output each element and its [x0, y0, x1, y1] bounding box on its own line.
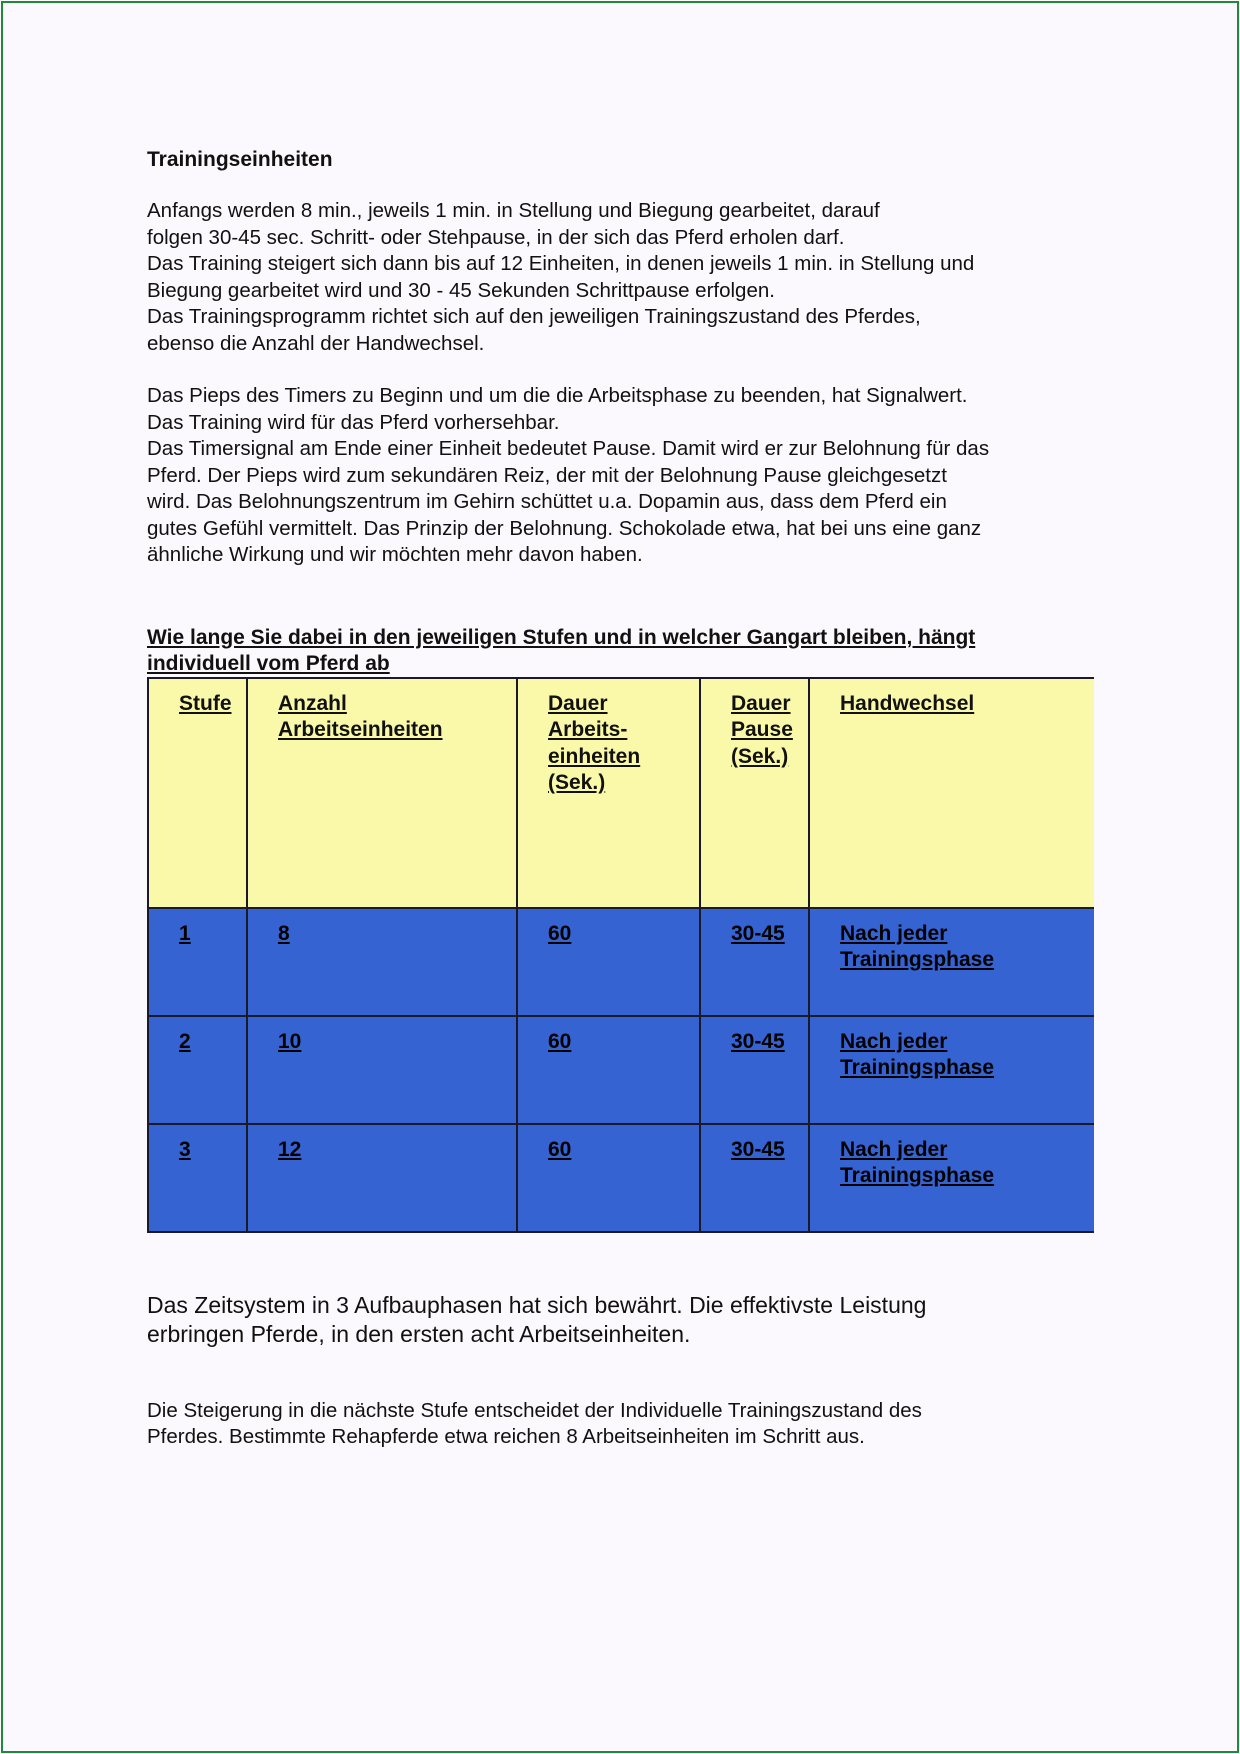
- cell-value: 1: [179, 921, 191, 945]
- cell-value: 60: [548, 1137, 572, 1161]
- table-cell: [247, 1124, 517, 1232]
- table-cell: [809, 1016, 1094, 1124]
- cell-value: 30-45: [731, 921, 785, 945]
- header-line: Arbeits-: [548, 718, 628, 741]
- closing-paragraph: [147, 1398, 1092, 1451]
- table-header-row: [148, 678, 1094, 908]
- cell-value: 30-45: [731, 1137, 785, 1161]
- table-cell: [517, 1124, 700, 1232]
- paragraph-signal: [147, 383, 1092, 569]
- table-cell: [700, 1124, 809, 1232]
- header-line: Pause: [731, 718, 793, 741]
- header-line: Handwechsel: [840, 691, 975, 715]
- table-row: [148, 1016, 1094, 1124]
- text-line: Das Zeitsystem in 3 Aufbauphasen hat sich bewährt. Die effektivste Leistung: [147, 1291, 927, 1318]
- table-cell: [517, 1016, 700, 1124]
- text-line: erbringen Pferde, in den ersten acht Arbeitseinheiten.: [147, 1320, 691, 1347]
- paragraph-intro: [147, 198, 1092, 357]
- text-line: gutes Gefühl vermittelt. Das Prinzip der Belohnung. Schokolade etwa, hat bei uns eine ganz: [147, 516, 982, 540]
- text-line: wird. Das Belohnungszentrum im Gehirn schüttet u.a. Dopamin aus, dass dem Pferd ein: [147, 490, 947, 513]
- table-header-cell: [809, 678, 1094, 908]
- table-cell: [700, 908, 809, 1016]
- cell-value: 60: [548, 1029, 572, 1053]
- header-line: Arbeitseinheiten: [278, 718, 443, 741]
- table-cell: [247, 908, 517, 1016]
- text-line: Das Trainingsprogramm richtet sich auf den jeweiligen Trainingszustand des Pferdes,: [147, 305, 921, 328]
- table-cell: [148, 1124, 247, 1232]
- table-cell: [247, 1016, 517, 1124]
- text-line: Das Training steigert sich dann bis auf 12 Einheiten, in denen jeweils 1 min. in Stellung und: [147, 252, 975, 275]
- summary-paragraph: [147, 1291, 1092, 1349]
- table-header-cell: [700, 678, 809, 908]
- cell-value: 12: [278, 1137, 302, 1161]
- text-line: Das Pieps des Timers zu Beginn und um die die Arbeitsphase zu beenden, hat Signalwert.: [147, 384, 968, 407]
- cell-value: 10: [278, 1029, 302, 1053]
- header-line: einheiten: [548, 744, 641, 768]
- header-line: (Sek.): [731, 744, 789, 768]
- header-line: Anzahl: [278, 691, 347, 715]
- cell-value: 30-45: [731, 1029, 785, 1053]
- table-cell: [517, 908, 700, 1016]
- text-line: ähnliche Wirkung und wir möchten mehr davon haben.: [147, 543, 643, 566]
- document-body: [147, 147, 1092, 1451]
- header-line: (Sek.): [548, 771, 606, 794]
- text-line: Pferd. Der Pieps wird zum sekundären Reiz, der mit der Belohnung Pause gleichgesetzt: [147, 463, 947, 487]
- text-line: Die Steigerung in die nächste Stufe entscheidet der Individuelle Trainingszustand des: [147, 1398, 922, 1422]
- table-row: [148, 908, 1094, 1016]
- text-line: ebenso die Anzahl der Handwechsel.: [147, 331, 485, 355]
- table-cell: [148, 1016, 247, 1124]
- table-cell: [809, 908, 1094, 1016]
- table-header-cell: [517, 678, 700, 908]
- text-line: Das Training wird für das Pferd vorhersehbar.: [147, 410, 560, 434]
- caption-line: individuell vom Pferd ab: [147, 651, 390, 675]
- text-line: Biegung gearbeitet wird und 30 - 45 Sekunden Schrittpause erfolgen.: [147, 278, 775, 302]
- table-cell: [809, 1124, 1094, 1232]
- table-header-cell: [148, 678, 247, 908]
- table-row: [148, 1124, 1094, 1232]
- table-header-cell: [247, 678, 517, 908]
- text-line: Pferdes. Bestimmte Rehapferde etwa reichen 8 Arbeitseinheiten im Schritt aus.: [147, 1425, 865, 1448]
- cell-value: Nach jeder Trainingsphase: [840, 1029, 995, 1079]
- header-line: Dauer: [548, 691, 608, 715]
- header-line: Stufe: [179, 691, 232, 715]
- cell-value: 3: [179, 1137, 191, 1161]
- header-line: Dauer: [731, 691, 791, 715]
- text-line: folgen 30-45 sec. Schritt- oder Stehpause, in der sich das Pferd erholen darf.: [147, 225, 845, 249]
- text-line: Anfangs werden 8 min., jeweils 1 min. in Stellung und Biegung gearbeitet, darauf: [147, 199, 880, 222]
- cell-value: 60: [548, 921, 572, 945]
- table-caption: [147, 625, 1092, 677]
- cell-value: Nach jeder Trainingsphase: [840, 921, 995, 971]
- table-cell: [148, 908, 247, 1016]
- table-cell: [700, 1016, 809, 1124]
- cell-value: 2: [179, 1029, 191, 1053]
- training-table: [147, 677, 1094, 1233]
- text-line: Das Timersignal am Ende einer Einheit bedeutet Pause. Damit wird er zur Belohnung für das: [147, 437, 990, 460]
- cell-value: 8: [278, 921, 290, 945]
- page-title: Trainingseinheiten: [147, 148, 333, 171]
- cell-value: Nach jeder Trainingsphase: [840, 1137, 995, 1187]
- caption-line: Wie lange Sie dabei in den jeweiligen Stufen und in welcher Gangart bleiben, hängt: [147, 625, 976, 649]
